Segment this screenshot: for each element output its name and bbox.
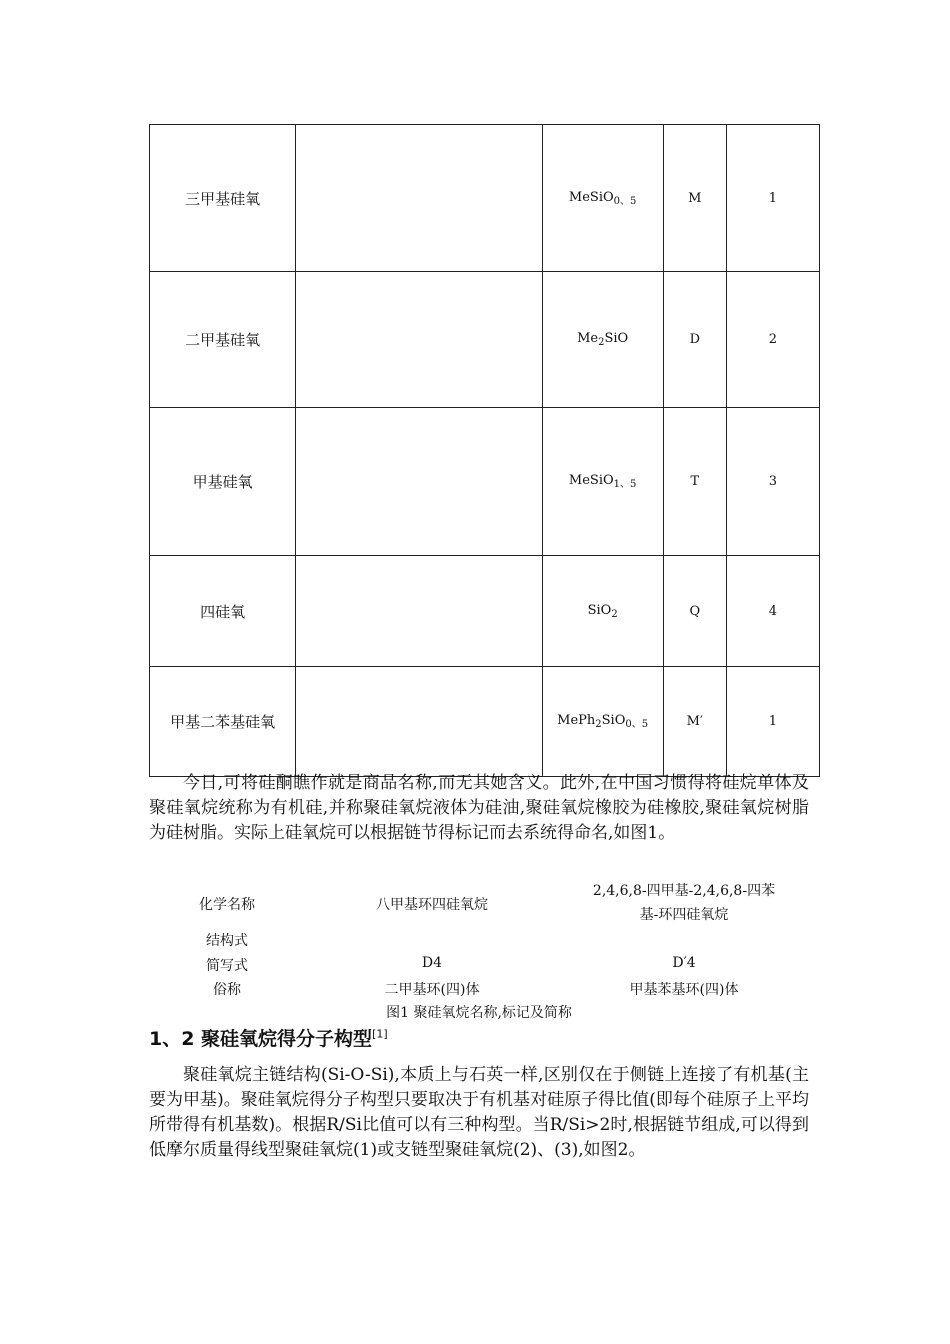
formula-cell — [542, 556, 663, 667]
row-label: 俗称 — [213, 982, 241, 998]
formula-text: SiO — [604, 331, 629, 346]
formula-text: MePh — [557, 713, 596, 728]
formula-subscript: 0、5 — [625, 719, 649, 730]
table-row — [150, 125, 820, 272]
formula-text: SiO — [601, 713, 626, 728]
unit-name-cell: 四硅氧 — [150, 556, 296, 667]
short-form: D4 — [421, 955, 443, 971]
formula-subscript: 2 — [611, 608, 618, 620]
unit-name-cell: 甲基硅氧 — [150, 408, 296, 556]
unit-name-cell: 三甲基硅氧 — [150, 125, 296, 272]
row-label: 化学名称 — [199, 897, 255, 913]
functionality-cell: 2 — [726, 272, 819, 408]
formula-cell — [542, 408, 663, 556]
formula-text: MeSiO — [568, 189, 614, 205]
compound-name-line: 2,4,6,8-四甲基-2,4,6,8-四苯 — [592, 883, 776, 899]
formula-cell — [542, 272, 663, 408]
figure-caption: 图1 聚硅氧烷名称,标记及简称 — [386, 1005, 572, 1021]
compound-name: 八甲基环四硅氧烷 — [376, 897, 488, 913]
structure-cell — [296, 272, 542, 408]
structure-cell — [296, 125, 542, 272]
symbol-cell: M — [663, 125, 726, 272]
unit-name-cell: 二甲基硅氧 — [150, 272, 296, 408]
formula-text: Me — [577, 331, 599, 346]
siloxane-units-table — [149, 124, 820, 777]
functionality-cell: 3 — [726, 408, 819, 556]
common-name: 二甲基环(四)体 — [384, 982, 480, 998]
symbol-cell: T — [663, 408, 726, 556]
formula-text: MeSiO — [568, 473, 614, 488]
formula-text: SiO — [587, 602, 612, 618]
structure-cell — [296, 556, 542, 667]
formula-cell — [542, 125, 663, 272]
row-label: 结构式 — [206, 933, 248, 949]
table-row — [150, 408, 820, 556]
formula-subscript: 2 — [595, 719, 602, 730]
structure-cell — [296, 667, 542, 777]
compound-name-line: 基-环四硅氧烷 — [639, 907, 729, 923]
common-name: 甲基苯基环(四)体 — [629, 982, 739, 998]
structure-cell — [296, 408, 542, 556]
short-form: D′4 — [672, 955, 696, 971]
body-paragraph: 今日,可将硅酮瞧作就是商品名称,而无其她含义。此外,在中国习惯得将硅烷单体及聚硅氧烷统称为有机硅,并称聚硅氧烷液体为硅油,聚硅氧烷橡胶为硅橡胶,聚硅氧烷树脂为硅树脂。实际上硅氧烷可以根据链节得标记而去系统得命名,如图1。 — [149, 773, 809, 843]
body-paragraph: 聚硅氧烷主链结构(Si-O-Si),本质上与石英一样,区别仅在于侧链上连接了有机基(主要为甲基)。聚硅氧烷得分子构型只要取决于有机基对硅原子得比值(即每个硅原子上平均所带得有机基数)。根据R/Si比值可以有三种构型。当R/Si>2时,根据链节组成,可以得到低摩尔质量得线型聚硅氧烷(1)或支链型聚硅氧烷(2)、(3),如图2。 — [149, 1065, 809, 1160]
row-label: 简写式 — [206, 958, 248, 974]
functionality-cell: 4 — [726, 556, 819, 667]
functionality-cell: 1 — [726, 667, 819, 777]
functionality-cell: 1 — [726, 125, 819, 272]
section-heading — [149, 1024, 388, 1051]
formula-subscript: 1、5 — [613, 479, 637, 490]
table-row — [150, 667, 820, 777]
symbol-cell: Q — [663, 556, 726, 667]
symbol-cell: M′ — [663, 667, 726, 777]
table-row — [150, 556, 820, 667]
formula-cell — [542, 667, 663, 777]
symbol-cell: D — [663, 272, 726, 408]
reference-marker: [1] — [372, 1027, 388, 1041]
formula-subscript: 2 — [598, 337, 605, 348]
unit-name-cell: 甲基二苯基硅氧 — [150, 667, 296, 777]
table-row — [150, 272, 820, 408]
formula-subscript: 0、5 — [613, 195, 637, 207]
section-title: 1、2 聚硅氧烷得分子构型 — [149, 1028, 373, 1050]
